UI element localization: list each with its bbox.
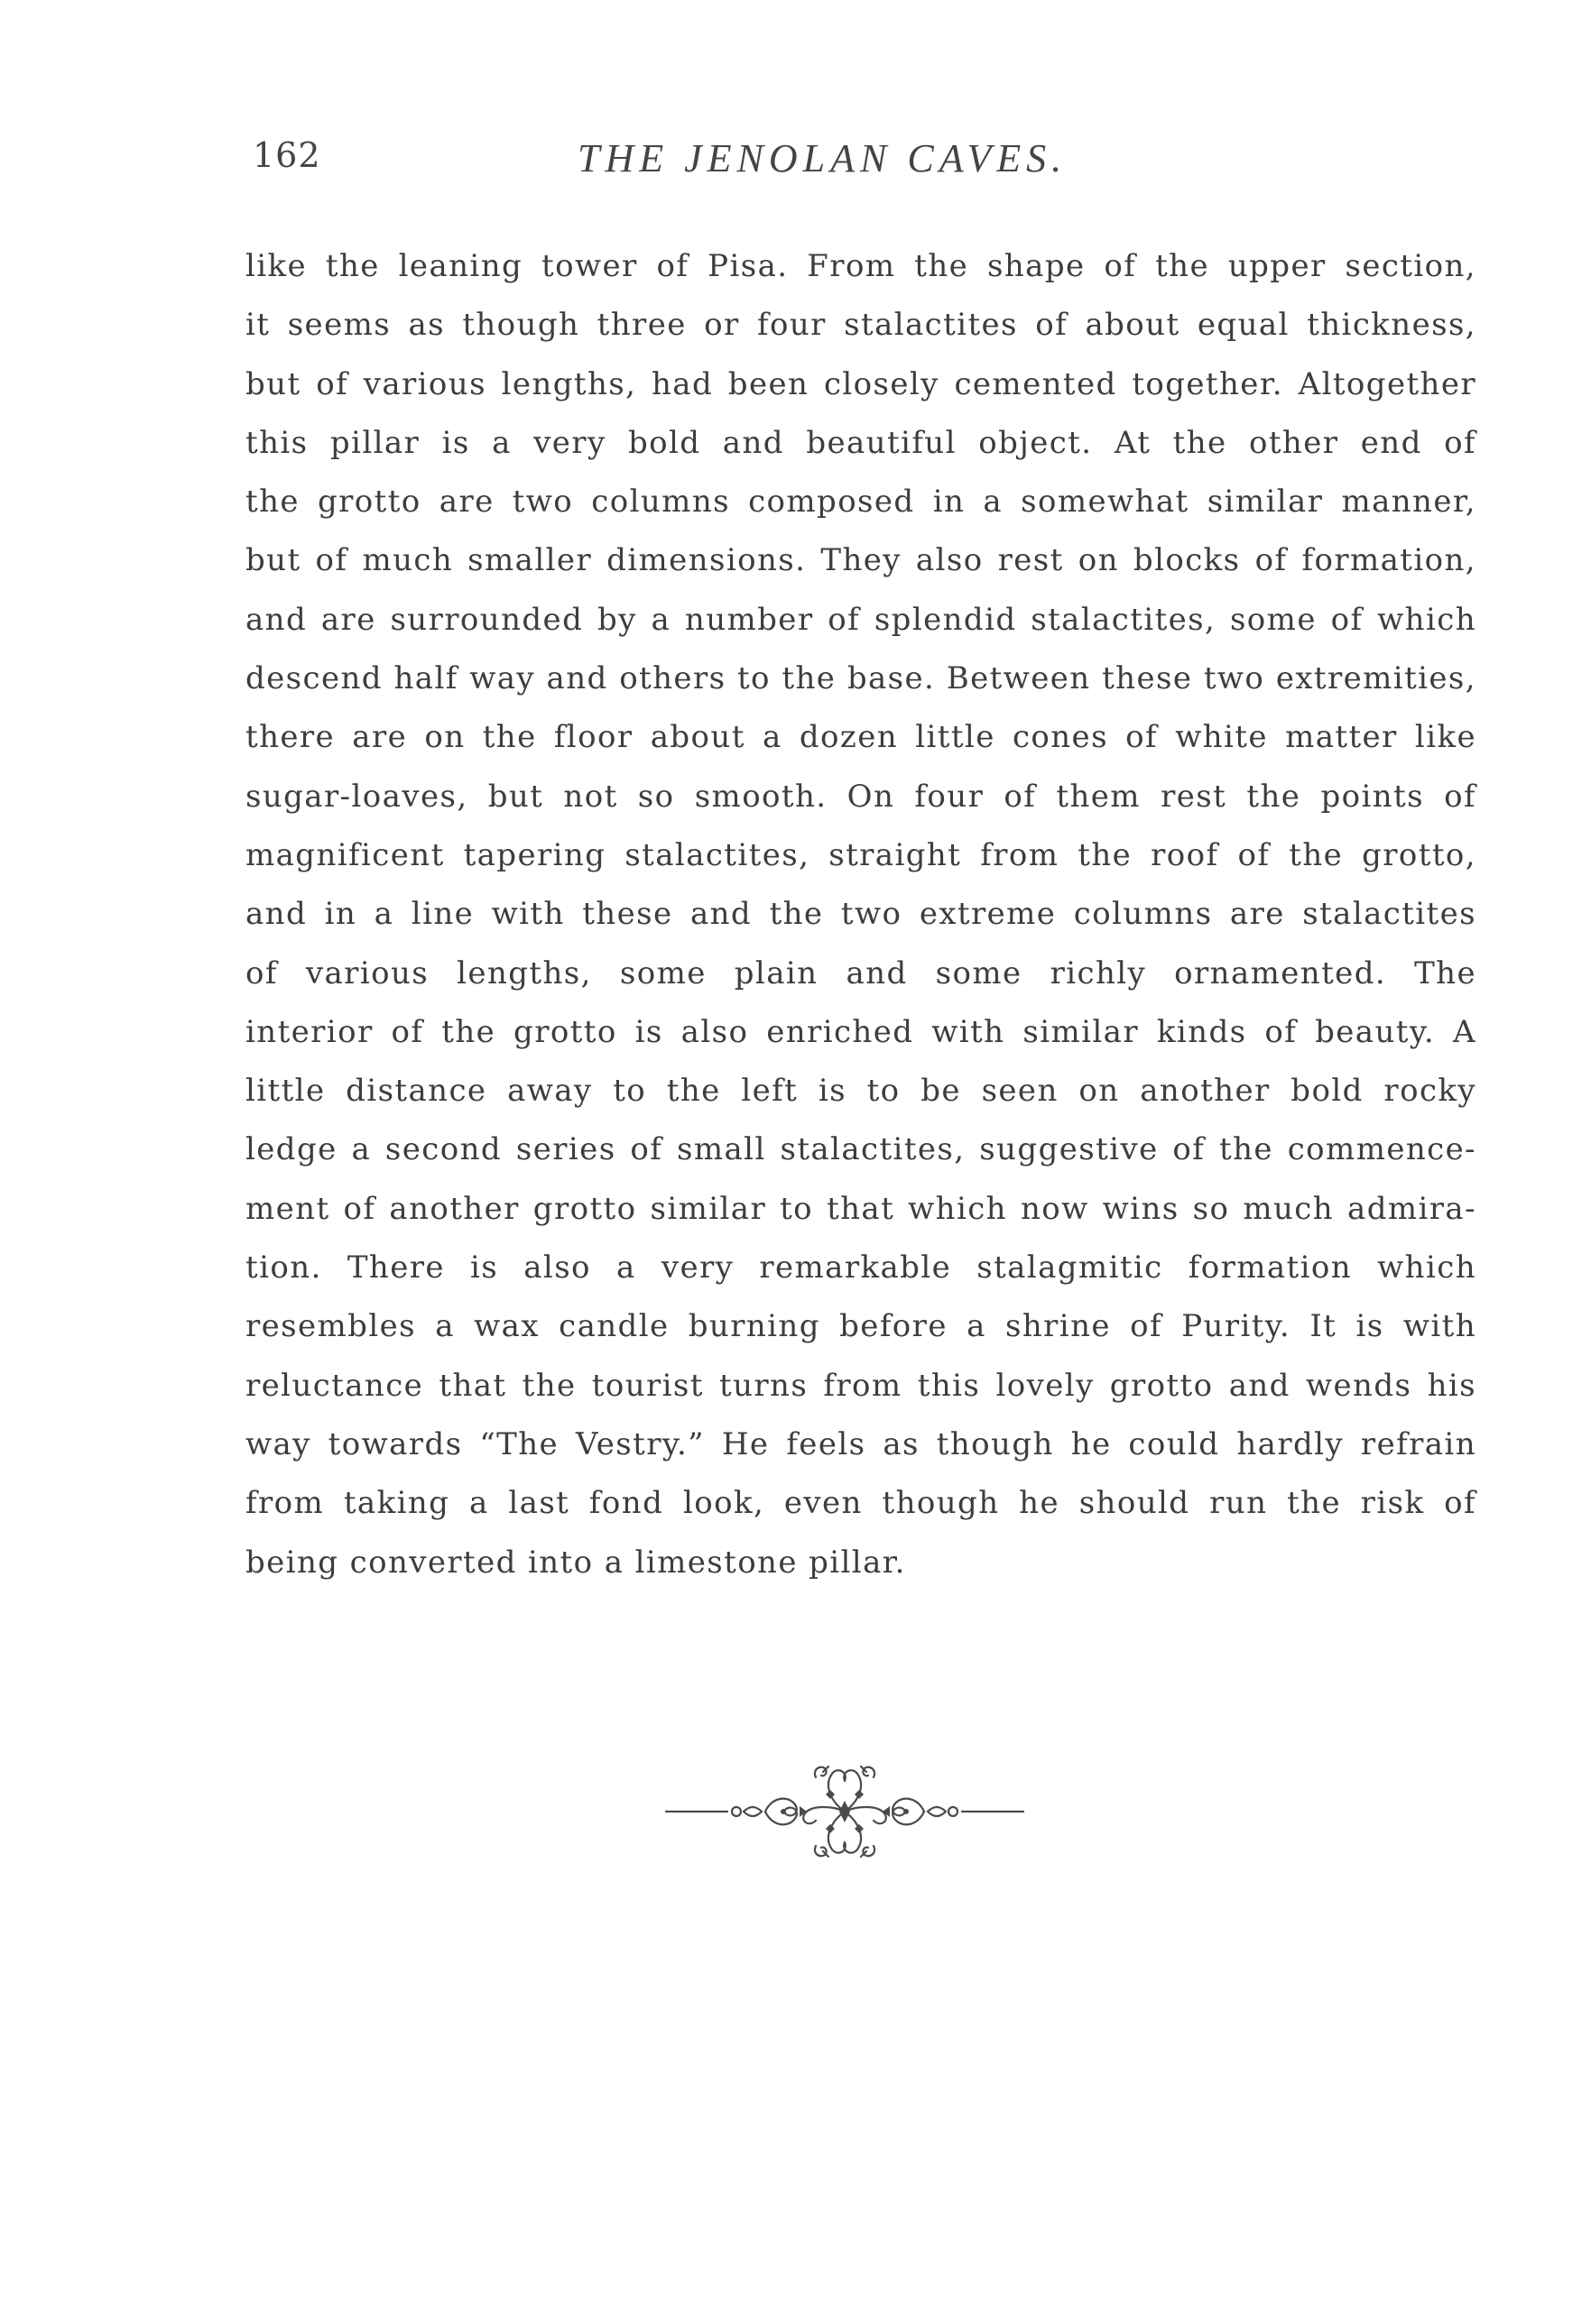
text-line: and are surrounded by a number of splendid stalactites, some of which	[245, 601, 1476, 638]
text-line: it seems as though three or four stalactites of about equal thickness,	[245, 307, 1476, 344]
decorative-tailpiece-icon	[664, 1759, 1025, 1858]
text-line: ment of another grotto similar to that which now wins so much admira-	[245, 1190, 1476, 1227]
text-line: but of much smaller dimensions. They also rest on blocks of formation,	[245, 542, 1476, 579]
text-line: magnificent tapering stalactites, straight from the roof of the grotto,	[245, 836, 1476, 873]
body-text	[245, 237, 1476, 1592]
text-line: this pillar is a very bold and beautiful object. At the other end of	[245, 424, 1476, 461]
text-line: way towards “The Vestry.” He feels as though he could hardly refrain	[245, 1425, 1476, 1462]
text-line: like the leaning tower of Pisa. From the shape of the upper section,	[245, 248, 1476, 284]
text-line: interior of the grotto is also enriched with similar kinds of beauty. A	[245, 1013, 1476, 1050]
text-line: ledge a second series of small stalactites, suggestive of the commence-	[245, 1131, 1476, 1168]
text-line-last: being converted into a limestone pillar.	[245, 1544, 906, 1581]
running-head: THE JENOLAN CAVES.	[578, 136, 1068, 180]
text-line: resembles a wax candle burning before a shrine of Purity. It is with	[245, 1308, 1476, 1345]
text-line: sugar-loaves, but not so smooth. On four of them rest the points of	[245, 778, 1476, 815]
text-line: there are on the floor about a dozen little cones of white matter like	[245, 719, 1476, 756]
text-line: the grotto are two columns composed in a somewhat similar manner,	[245, 484, 1476, 521]
text-line: from taking a last fond look, even though he should run the risk of	[245, 1485, 1476, 1522]
text-line: tion. There is also a very remarkable stalagmitic formation which	[245, 1250, 1476, 1286]
text-line: little distance away to the left is to be seen on another bold rocky	[245, 1073, 1476, 1110]
text-line: of various lengths, some plain and some richly ornamented. The	[245, 954, 1476, 991]
page-number: 162	[253, 135, 321, 175]
text-line: descend half way and others to the base. Between these two extremities,	[245, 660, 1476, 697]
text-line: but of various lengths, had been closely cemented together. Altogether	[245, 365, 1476, 402]
text-line: reluctance that the tourist turns from this lovely grotto and wends his	[245, 1367, 1476, 1404]
text-line: and in a line with these and the two extreme columns are stalactites	[245, 896, 1476, 933]
